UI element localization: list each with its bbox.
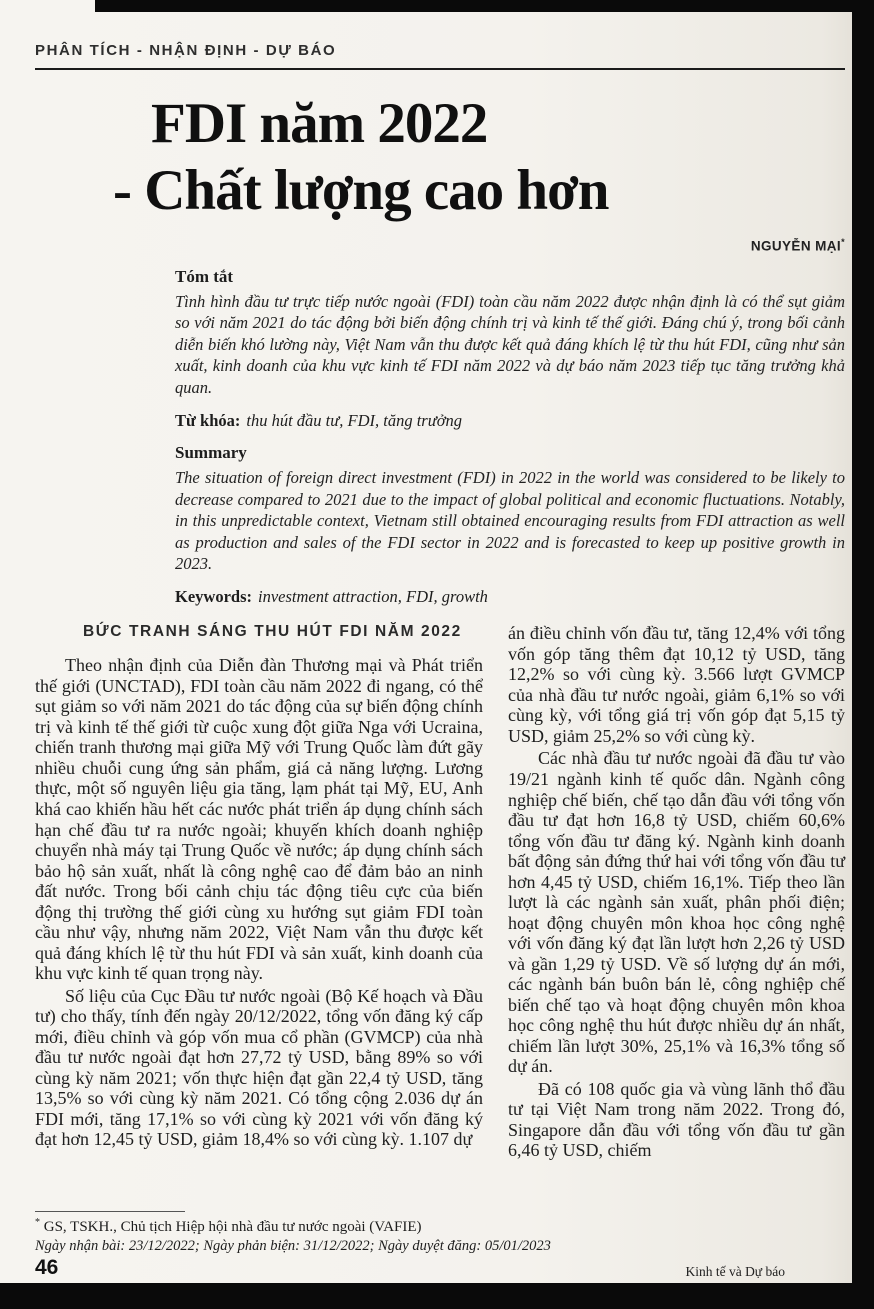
article-title: [113, 90, 845, 225]
footnote-rule: [35, 1211, 185, 1212]
right-column: [508, 623, 845, 1162]
author-name: NGUYỄN MẠI: [750, 238, 842, 253]
article-paragraph: Số liệu của Cục Đầu tư nước ngoài (Bộ Kế hoạch và Đầu tư) cho thấy, tính đến ngày 20/12/2022, tổng vốn đăng ký cấp mới, điều chỉnh và góp vốn mua cổ phần (GVMCP) của nhà đầu tư nước ngoài đạt hơn 27,72 tỷ USD, bằng 89% so với cùng kỳ năm 2021; vốn thực hiện đạt gần 22,4 tỷ USD, tăng 13,5% so với cùng kỳ năm 2021. Có tổng cộng 2.036 dự án FDI mới, tăng 17,1% so với cùng kỳ 2021 với vốn đăng ký đạt hơn 12,45 tỷ USD, giảm 18,4% so với cùng kỳ. 1.107 dự: [35, 985, 483, 1150]
page-number: 46: [35, 1256, 59, 1279]
summary-text: The situation of foreign direct investment (FDI) in 2022 in the world was considered to be likely to decrease compared to 2021 due to the impact of global political and economic fluctuations. Notably, in this unpredictable context, Vietnam still obtained encouraging results from FDI attraction as well as production and sales of the FDI sector in 2022 and is forecasted to keep up positive growth in 2023.: [175, 468, 845, 573]
left-column: [35, 623, 483, 1162]
page-content: [35, 12, 845, 1163]
article-paragraph: án điều chỉnh vốn đầu tư, tăng 12,4% với tổng vốn góp tăng thêm đạt 10,12 tỷ USD, tăng 12,2% so với cùng kỳ. 3.566 lượt GVMCP của nhà đầu tư nước ngoài, giảm 6,1% so với cùng kỳ, với tổng giá trị vốn góp đạt 5,15 tỷ USD, giảm 25,2% so với cùng kỳ.: [508, 623, 845, 746]
journal-name: Kinh tế và Dự báo: [685, 1264, 785, 1279]
article-paragraph: Các nhà đầu tư nước ngoài đã đầu tư vào 19/21 ngành kinh tế quốc dân. Ngành công nghiệp chế biến, chế tạo dẫn đầu với tổng vốn đầu tư đạt hơn 16,8 tỷ USD, chiếm 60,6% tổng vốn đầu tư đăng ký. Ngành kinh doanh bất động sản đứng thứ hai với tổng vốn đầu tư hơn 4,45 tỷ USD, chiếm 16,1%. Tiếp theo lần lượt là các ngành sản xuất, phân phối điện; hoạt động chuyên môn khoa học công nghệ với vốn đăng ký đạt lần lượt hơn 2,26 tỷ USD và gần 1,29 tỷ USD. Về số lượng dự án mới, các ngành bán buôn bán lẻ, công nghiệp chế biến chế tạo và hoạt động chuyên môn khoa học công nghệ thu hút được nhiều dự án nhất, chiếm lần lượt 30%, 25,1% và 16,3% tổng số dự án.: [508, 748, 845, 1077]
footnote-affiliation: [35, 1217, 675, 1236]
abstract-block: [175, 267, 845, 607]
keywords-vi: [175, 411, 845, 431]
scan-border-right: [852, 0, 874, 1309]
article-title-line-2: - Chất lượng cao hơn: [113, 159, 609, 223]
keywords-vi-label: Từ khóa:: [175, 411, 241, 431]
article-paragraph: Theo nhận định của Diễn đàn Thương mại và Phát triển thế giới (UNCTAD), FDI toàn cầu năm 2022 đi ngang, có thể sụt giảm so với năm 2021 do tác động của sự biến động chính trị và kinh tế thế giới từ cuộc xung đột giữa Nga với Ucraina, chiến tranh thương mại giữa Mỹ với Trung Quốc làm đứt gãy nhiều chuỗi cung ứng sản phẩm, giá cả năng lượng. Lương thực, một số nguyên liệu gia tăng, lạm phát tại Mỹ, EU, Anh khá cao khiến hầu hết các nước phát triển áp dụng chính sách hạn chế đầu tư ra nước ngoài; khuyến khích doanh nghiệp chuyển nhà máy tại Trung Quốc về nước; áp dụng chính sách bảo hộ sản xuất, nhất là công nghệ cao để đảm bảo an ninh đất nước. Trong bối cảnh chịu tác động tiêu cực của biến động thị trường thế giới cùng xu hướng sụt giảm FDI toàn cầu như vậy, nhưng năm 2022, Việt Nam vẫn thu được kết quả đáng khích lệ từ thu hút FDI và sản xuất, kinh doanh của khu vực kinh tế quan trọng này.: [35, 655, 483, 984]
footnote: [35, 1211, 675, 1255]
kicker-rule: [35, 68, 845, 70]
footnote-affiliation-text: GS, TSKH., Chủ tịch Hiệp hội nhà đầu tư nước ngoài (VAFIE): [43, 1219, 422, 1235]
author-footnote-mark: *: [841, 236, 845, 247]
footnote-mark: *: [35, 1217, 40, 1228]
keywords-vi-text: thu hút đầu tư, FDI, tăng trưởng: [246, 411, 463, 431]
article-body-columns: [35, 623, 845, 1162]
scan-border-top: [95, 0, 874, 12]
keywords-en: [175, 587, 845, 607]
keywords-en-text: investment attraction, FDI, growth: [258, 587, 488, 607]
article-title-line-1: FDI năm 2022: [151, 92, 488, 155]
abstract-heading: Tóm tắt: [175, 267, 234, 286]
summary-heading: Summary: [175, 443, 247, 463]
keywords-en-label: Keywords:: [175, 587, 252, 607]
article-paragraph: Đã có 108 quốc gia và vùng lãnh thổ đầu tư tại Việt Nam trong năm 2022. Trong đó, Singapore dẫn đầu với tổng vốn đầu tư gần 6,46 tỷ USD, chiếm: [508, 1078, 845, 1161]
abstract-text: Tình hình đầu tư trực tiếp nước ngoài (FDI) toàn cầu năm 2022 được nhận định là có thể sụt giảm so với năm 2021 do tác động bởi biến động chính trị và kinh tế thế giới. Đáng chú ý, trong bối cảnh diễn biến khó lường này, Việt Nam vẫn thu được kết quả đáng khích lệ từ thu hút FDI, cũng như sản xuất, kinh doanh của khu vực kinh tế FDI năm 2022 và dự báo năm 2023 tiếp tục tăng trưởng khả quan.: [175, 292, 845, 397]
section-kicker: PHÂN TÍCH - NHẬN ĐỊNH - DỰ BÁO: [35, 42, 337, 59]
footnote-dates: Ngày nhận bài: 23/12/2022; Ngày phản biện: 31/12/2022; Ngày duyệt đăng: 05/01/2023: [35, 1238, 551, 1254]
author-line: [35, 237, 845, 254]
page-footer: [35, 1256, 845, 1280]
section-heading: BỨC TRANH SÁNG THU HÚT FDI NĂM 2022: [83, 623, 462, 641]
scan-border-bottom: [0, 1283, 874, 1309]
